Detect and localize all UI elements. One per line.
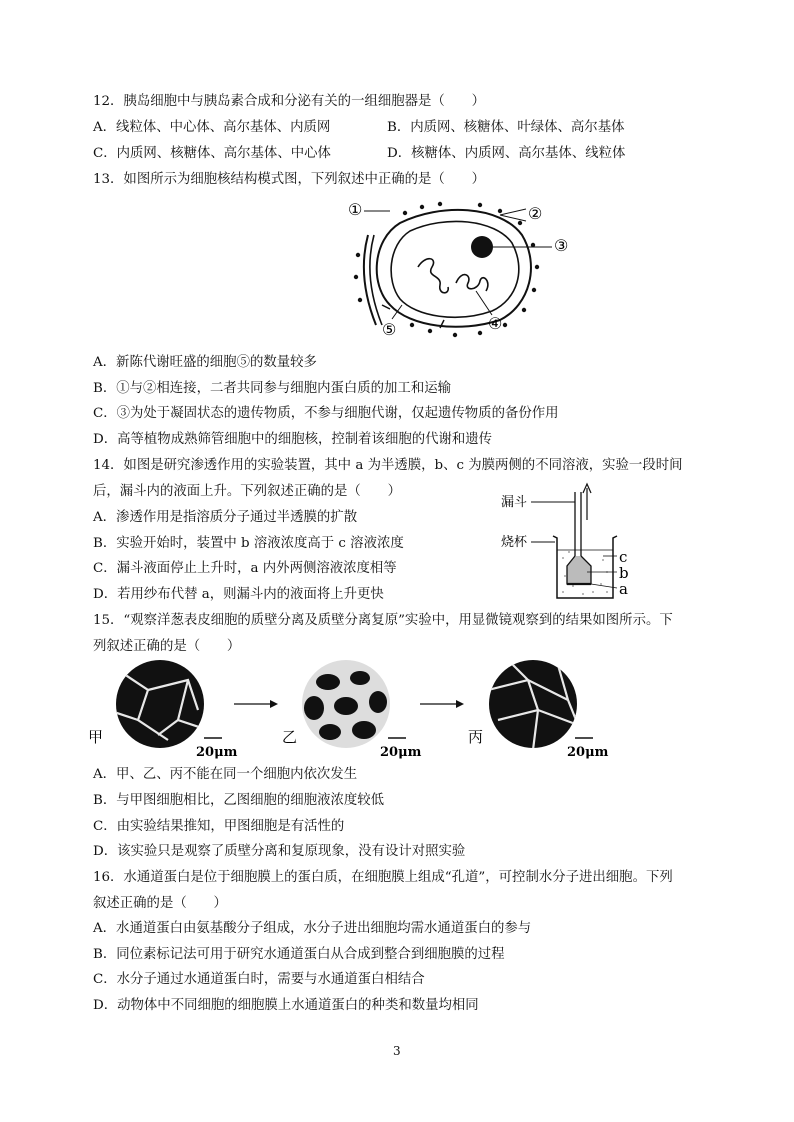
q14-option-a: A．渗透作用是指溶质分子通过半透膜的扩散 [93,510,358,525]
page-number: 3 [393,1044,401,1058]
q12-option-b: B．内质网、核糖体、叶绿体、高尔基体 [387,120,625,135]
label-yi: 乙 [282,728,298,746]
q16-option-b: B．同位素标记法可用于研究水通道蛋白从合成到整合到细胞膜的过程 [93,947,505,962]
q13-option-d: D．高等植物成熟筛管细胞中的细胞核，控制着该细胞的代谢和遗传 [93,432,493,447]
nucleus-diagram [330,195,580,345]
q13-stem: 13．如图所示为细胞核结构模式图，下列叙述中正确的是（ ） [93,172,485,187]
q15-stem-line1: 15．“观察洋葱表皮细胞的质壁分离及质壁分离复原”实验中，用显微镜观察到的结果如图所示。下 [93,613,673,628]
label-4: ④ [488,314,503,333]
label-b: b [619,564,629,582]
q16-stem-line1: 16．水通道蛋白是位于细胞膜上的蛋白质，在细胞膜上组成“孔道”，可控制水分子进出细胞。下列 [93,870,673,885]
q14-option-c: C．漏斗液面停止上升时，a 内外两侧溶液浓度相等 [93,561,397,576]
label-jia: 甲 [88,728,104,746]
nuclear-envelope-outer [377,210,531,327]
q13-option-a: A．新陈代谢旺盛的细胞⑤的数量较多 [93,355,317,370]
nuclear-envelope-inner [391,221,519,317]
label-3: ③ [554,236,569,255]
label-funnel: 漏斗 [501,495,528,510]
q15-option-a: A．甲、乙、丙不能在同一个细胞内依次发生 [93,767,358,782]
label-bing: 丙 [468,728,484,746]
q14-option-d: D．若用纱布代替 a，则漏斗内的液面将上升更快 [93,587,384,602]
q13-option-b: B．①与②相连接，二者共同参与细胞内蛋白质的加工和运输 [93,381,451,396]
nucleolus [471,236,493,258]
label-a: a [619,580,628,598]
q12-option-c: C．内质网、核糖体、高尔基体、中心体 [93,146,331,161]
q12-stem: 12．胰岛细胞中与胰岛素合成和分泌有关的一组细胞器是（ ） [93,94,485,109]
funnel-body [567,556,591,584]
q14-stem-line2: 后，漏斗内的液面上升。下列叙述正确的是（ ） [93,484,401,499]
q16-option-d: D．动物体中不同细胞的细胞膜上水通道蛋白的种类和数量均相同 [93,998,479,1013]
q14-option-b: B．实验开始时，装置中 b 溶液浓度高于 c 溶液浓度 [93,536,404,551]
scale-yi: 20μm [380,745,422,760]
q15-option-c: C．由实验结果推知，甲图细胞是有活性的 [93,819,345,834]
micrograph-bing [489,660,577,748]
label-2: ② [528,204,543,223]
q16-stem-line2: 叙述正确的是（ ） [93,896,227,911]
q16-option-c: C．水分子通过水通道蛋白时，需要与水通道蛋白相结合 [93,972,425,987]
q12-option-a: A．线粒体、中心体、高尔基体、内质网 [93,120,331,135]
label-c: c [619,548,628,566]
chromatin [418,259,448,293]
scale-jia: 20μm [196,745,238,760]
label-5: ⑤ [382,320,397,339]
q15-stem-line2: 列叙述正确的是（ ） [93,639,241,654]
label-beaker: 烧杯 [501,535,528,550]
q14-stem-line1: 14．如图是研究渗透作用的实验装置，其中 a 为半透膜，b、c 为膜两侧的不同溶液，实验一段时间 [93,458,683,473]
q15-option-b: B．与甲图细胞相比，乙图细胞的细胞液浓度较低 [93,793,385,808]
osmosis-apparatus-diagram [495,480,645,605]
q15-option-d: D．该实验只是观察了质壁分离和复原现象，没有设计对照实验 [93,844,466,859]
label-1: ① [348,200,363,219]
microscope-figure [88,660,628,760]
q16-option-a: A．水通道蛋白由氨基酸分子组成，水分子进出细胞均需水通道蛋白的参与 [93,921,532,936]
q12-option-d: D．核糖体、内质网、高尔基体、线粒体 [387,146,626,161]
scale-bing: 20μm [567,745,609,760]
q13-option-c: C．③为处于凝固状态的遗传物质，不参与细胞代谢，仅起遗传物质的备份作用 [93,406,559,421]
